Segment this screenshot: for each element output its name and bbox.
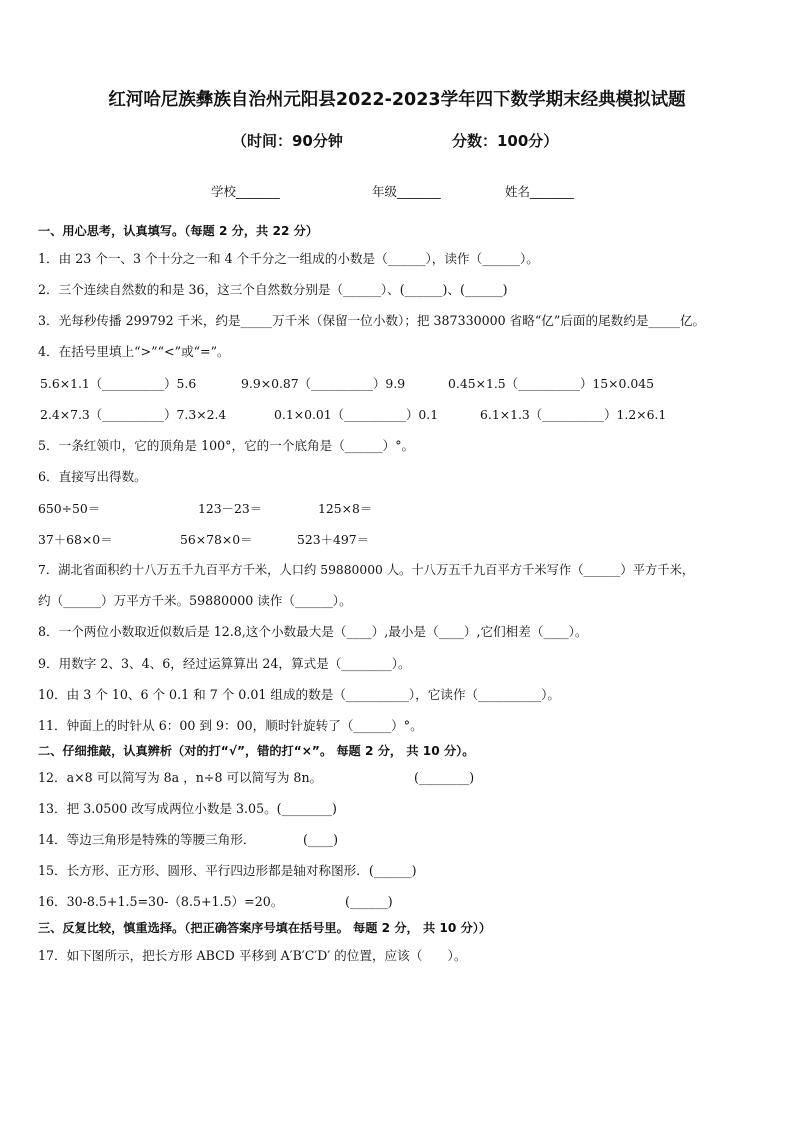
calc-item: 650÷50＝ — [38, 501, 101, 516]
section-2-heading: 二、仔细推敲，认真辨析（对的打“√”，错的打“×”。 每题 2 分， 共 10 分）。 — [38, 744, 475, 758]
school-field[interactable]: 学校_______ — [211, 184, 280, 199]
question-7-line-2: 约（______）万平方千米。59880000 读作（______）。 — [38, 593, 352, 608]
compare-item: 5.6×1.1（__________）5.6 — [40, 376, 197, 391]
calc-item: 37＋68×0＝ — [38, 532, 113, 547]
question-7-line-1: 7．湖北省面积约十八万五千九百平方千米，人口约 59880000 人。十八万五千九百平方千米写作（______）平方千米， — [38, 563, 695, 577]
compare-item: 0.45×1.5（__________）15×0.045 — [448, 376, 655, 391]
question-16-answer-blank[interactable]: (______) — [345, 894, 393, 909]
grade-field[interactable]: 年级_______ — [372, 184, 441, 199]
question-11: 11．钟面上的时针从 6：00 到 9：00，顺时针旋转了（______）°。 — [38, 718, 423, 733]
question-1: 1．由 23 个一、3 个十分之一和 4 个千分之一组成的小数是（______），读作（______）。 — [38, 251, 539, 266]
question-14-answer-blank[interactable]: (____) — [303, 832, 339, 847]
section-3-heading: 三、反复比较，慎重选择。（把正确答案序号填在括号里。 每题 2 分， 共 10 分）） — [38, 921, 492, 935]
question-15: 15．长方形、正方形、圆形、平行四边形都是轴对称图形．(______) — [38, 863, 417, 878]
question-6: 6．直接写出得数。 — [38, 469, 147, 484]
exam-meta — [232, 130, 572, 151]
question-13: 13．把 3.0500 改写成两位小数是 3.05。(________) — [38, 801, 337, 816]
question-2: 2．三个连续自然数的和是 36，这三个自然数分别是（______）、(______)、(______) — [38, 282, 508, 297]
question-16: 16．30-8.5+1.5=30-（8.5+1.5）=20。 — [38, 894, 284, 909]
name-field[interactable]: 姓名_______ — [505, 184, 574, 199]
question-9: 9．用数字 2、3、4、6，经过运算算出 24，算式是（________）。 — [38, 656, 411, 671]
calc-item: 523＋497＝ — [297, 532, 370, 547]
compare-item: 9.9×0.87（__________）9.9 — [241, 376, 406, 391]
question-8: 8．一个两位小数取近似数后是 12.8,这个小数最大是（____）,最小是（____）,它们相差（____）。 — [38, 624, 588, 639]
question-5: 5．一条红领巾，它的顶角是 100°，它的一个底角是（______）°。 — [38, 438, 415, 453]
calc-item: 56×78×0＝ — [180, 532, 253, 547]
section-1-heading: 一、用心思考，认真填写。（每题 2 分，共 22 分） — [38, 224, 319, 238]
exam-time: （时间：90分钟 — [232, 132, 343, 150]
calc-item: 123－23＝ — [198, 501, 263, 516]
question-17: 17．如下图所示，把长方形 ABCD 平移到 A′B′C′D′ 的位置，应该（ ）。 — [38, 948, 467, 963]
question-12-answer-blank[interactable]: (________) — [414, 770, 475, 785]
question-3: 3．光每秒传播 299792 千米，约是_____万千米（保留一位小数）；把 387330000 省略“亿”后面的尾数约是_____亿。 — [38, 313, 706, 328]
exam-score: 分数：100分） — [452, 132, 559, 150]
calc-item: 125×8＝ — [318, 501, 373, 516]
question-14: 14．等边三角形是特殊的等腰三角形． — [38, 832, 256, 847]
question-12: 12．a×8 可以简写为 8a ，n÷8 可以简写为 8n。 — [38, 770, 323, 785]
compare-item: 0.1×0.01（__________）0.1 — [274, 407, 439, 422]
question-4: 4．在括号里填上“>”“<”或“=”。 — [38, 344, 230, 359]
page-title: 红河哈尼族彝族自治州元阳县2022-2023学年四下数学期末经典模拟试题 — [108, 90, 686, 110]
compare-item: 2.4×7.3（__________）7.3×2.4 — [40, 407, 227, 422]
compare-item: 6.1×1.3（__________）1.2×6.1 — [480, 407, 667, 422]
question-10: 10．由 3 个 10、6 个 0.1 和 7 个 0.01 组成的数是（__________），它读作（__________）。 — [38, 687, 560, 702]
